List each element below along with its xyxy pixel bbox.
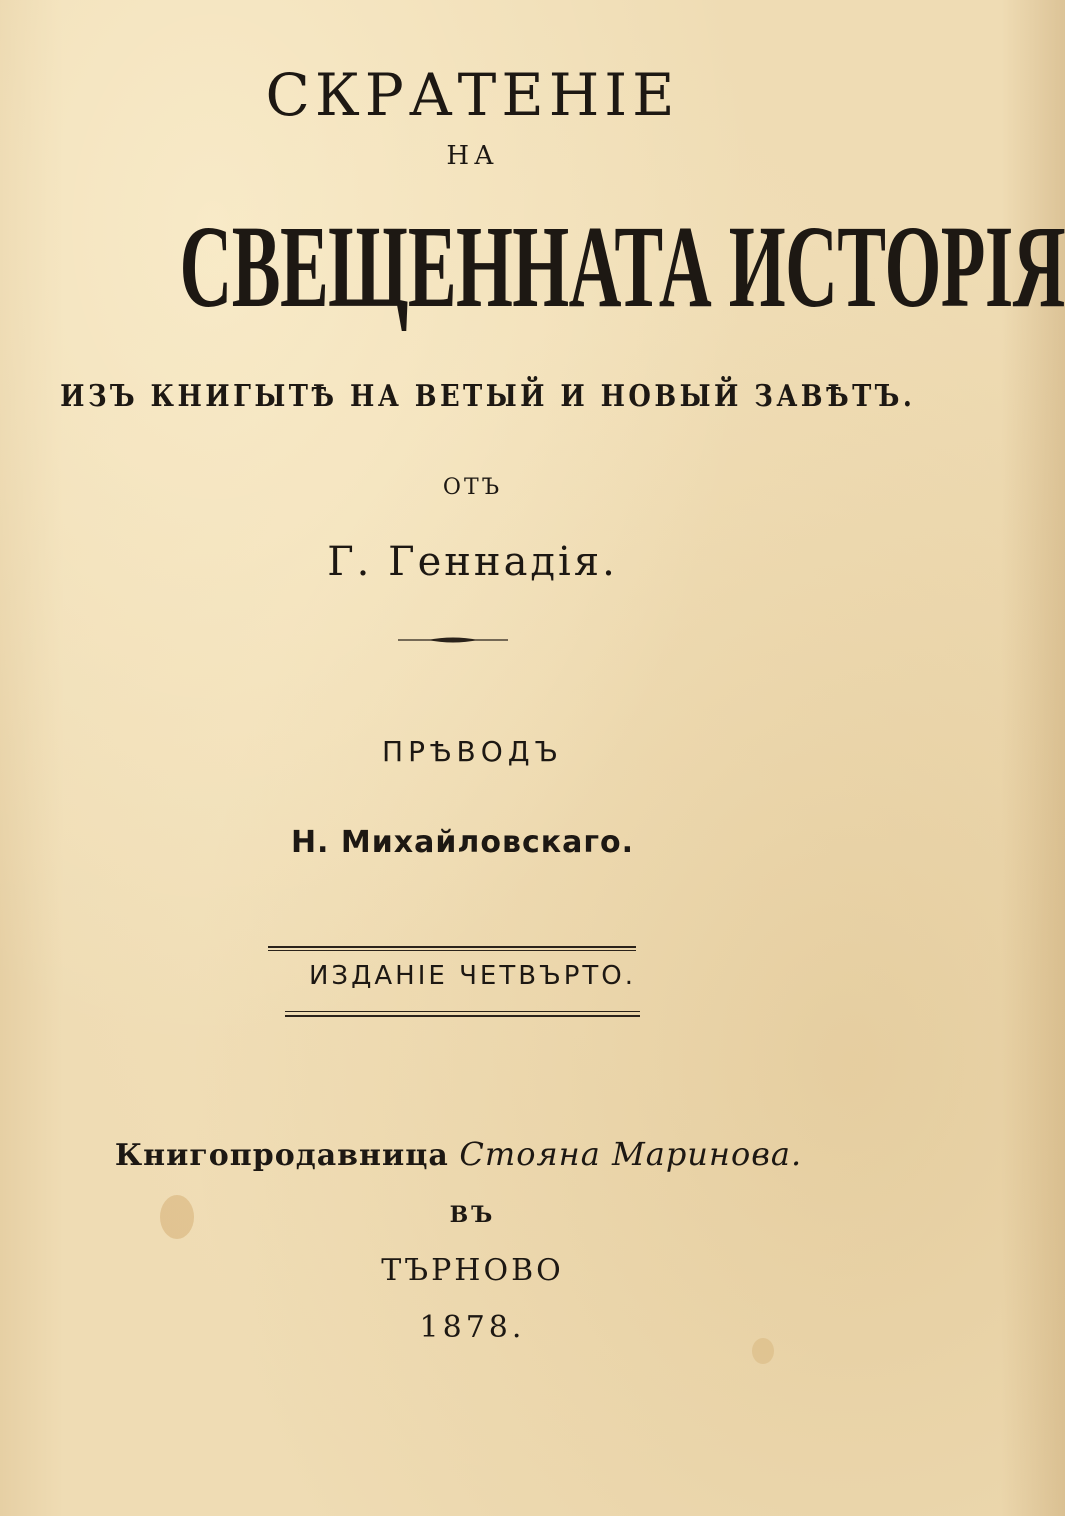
by-label: ОТЪ [442,475,503,500]
edition-rule-top [268,946,636,948]
translation-label: ПРѢВОДЪ [382,735,563,768]
edition-rule-top-thin [268,950,636,951]
city-name: ТЪРНОВО [381,1253,564,1288]
title-connector: НА [446,141,499,171]
translator-name: Н. Михайловскаго. [290,825,635,860]
title-line-2: СВЕЩЕННАТА ИСТОРІЯ [179,201,1065,332]
publisher-line [0,1135,931,1173]
edition-rule-bottom [285,1011,640,1012]
publisher-name: Стояна Маринова. [459,1135,803,1173]
edition-rule-bottom-thick [285,1015,640,1017]
edition-label: ИЗДАНІЕ ЧЕТВЪРТО. [308,961,637,991]
in-label: ВЪ [449,1202,496,1228]
publisher-prefix: Книгопродавница [114,1138,449,1173]
ornament-divider [398,636,508,644]
author-name: Г. Геннадія. [327,539,618,585]
publication-year: 1878. [419,1310,526,1345]
title-line-1: СКРАТЕНІЕ [265,61,680,129]
subtitle: ИЗЪ КНИГЫТѢ НА ВЕТЫЙ И НОВЫЙ ЗАВѢТЪ. [60,379,916,414]
